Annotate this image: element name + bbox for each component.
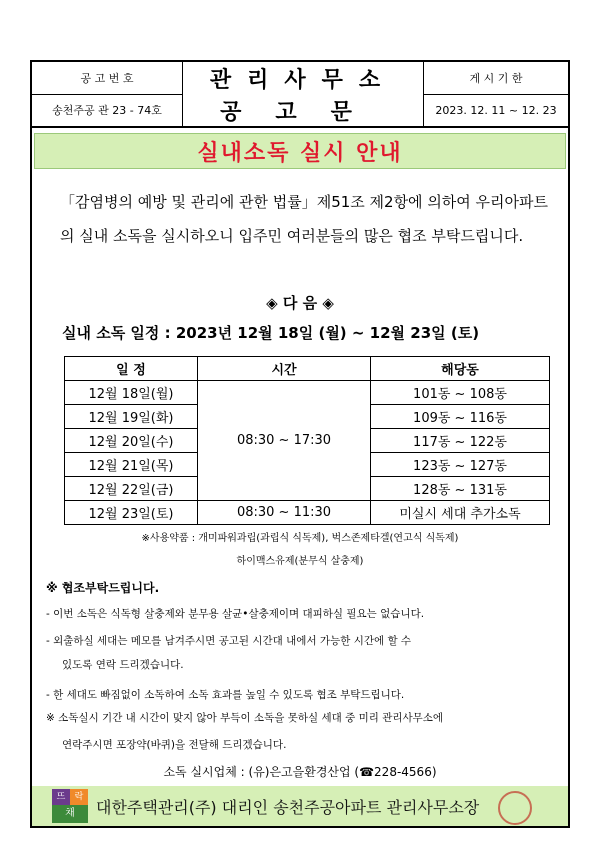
row-blocks: 117동 ~ 122동 [371, 429, 550, 453]
instruction-line: ※ 소독실시 기간 내 시간이 맞지 않아 부득이 소독을 못하실 세대 중 미리 관리사무소에 [46, 712, 444, 724]
header-blocks: 해당동 [371, 357, 550, 381]
main-title-bar [34, 133, 566, 169]
logo-part: 뜨 [52, 789, 70, 805]
row-date: 12월 22일(금) [65, 477, 198, 501]
chemical-note-2: 하이맥스유제(분무식 살충제) [236, 556, 364, 567]
section-heading: ◈ 다 음 ◈ [266, 294, 334, 312]
contractor-line: 소독 실시업체 : (유)은고을환경산업 (☎228-4566) [163, 765, 437, 779]
notice-number: 송천주공 관 23 - 74호 [52, 104, 162, 118]
main-title: 실내소독 실시 안내 [197, 140, 403, 166]
instruction-line: - 한 세대도 빠짐없이 소독하여 소독 효과를 높일 수 있도록 협조 부탁드립니다. [46, 689, 405, 701]
table-row [65, 501, 550, 525]
posting-period: 2023. 12. 11 ~ 12. 23 [435, 103, 557, 117]
last-time: 08:30 ~ 11:30 [198, 501, 371, 525]
logo-part: 채 [52, 805, 88, 823]
notice-title: 공고문 [220, 99, 386, 125]
instruction-line: 연락주시면 포장약(바퀴)을 전달해 드리겠습니다. [62, 739, 287, 751]
table-header-row [65, 357, 550, 381]
instruction-line: - 이번 소독은 식독형 살충제와 분무용 살균•살충제이며 대피하실 필요는 없습니다. [46, 608, 425, 620]
table-row [65, 381, 550, 405]
footer-bar [32, 786, 568, 826]
notice-title-column [183, 62, 424, 126]
logo-part: 락 [70, 789, 88, 805]
posting-period-column [424, 62, 568, 126]
row-blocks: 128동 ~ 131동 [371, 477, 550, 501]
schedule-line: 실내 소독 일정 : 2023년 12월 18일 (월) ~ 12월 23일 (토) [62, 324, 480, 342]
notice-number-label: 공 고 번 호 [32, 62, 182, 95]
chemical-note: ※사용약품 : 개미파워과립(과립식 식독제), 벅스존제타겔(연고식 식독제) [141, 533, 459, 544]
office-title: 관리사무소 [209, 67, 397, 93]
instruction-line: 있도록 연락 드리겠습니다. [62, 659, 184, 671]
official-seal-icon [498, 791, 532, 825]
last-date: 12월 23일(토) [65, 501, 198, 525]
company-logo-icon [52, 789, 88, 823]
time-main: 08:30 ~ 17:30 [198, 381, 371, 501]
posting-period-label: 게 시 기 한 [424, 62, 568, 95]
row-date: 12월 21일(목) [65, 453, 198, 477]
schedule-table [64, 356, 550, 525]
last-blocks: 미실시 세대 추가소독 [371, 501, 550, 525]
notice-number-column [32, 62, 183, 126]
header-time: 시간 [198, 357, 371, 381]
organization-name: 대한주택관리(주) 대리인 송천주공아파트 관리사무소장 [96, 797, 480, 817]
row-blocks: 101동 ~ 108동 [371, 381, 550, 405]
intro-paragraph: 「감염병의 예방 및 관리에 관한 법률」제51조 제2항에 의하여 우리아파트의 실내 소독을 실시하오니 입주민 여러분들의 많은 협조 부탁드립니다. [60, 193, 549, 245]
row-blocks: 109동 ~ 116동 [371, 405, 550, 429]
header-date: 일 정 [65, 357, 198, 381]
request-title: ※ 협조부탁드립니다. [46, 581, 160, 595]
row-date: 12월 19일(화) [65, 405, 198, 429]
instruction-line: - 외출하실 세대는 메모를 남겨주시면 공고된 시간대 내에서 가능한 시간에 할 수 [46, 635, 412, 647]
row-blocks: 123동 ~ 127동 [371, 453, 550, 477]
row-date: 12월 18일(월) [65, 381, 198, 405]
row-date: 12월 20일(수) [65, 429, 198, 453]
notice-header [30, 60, 570, 128]
